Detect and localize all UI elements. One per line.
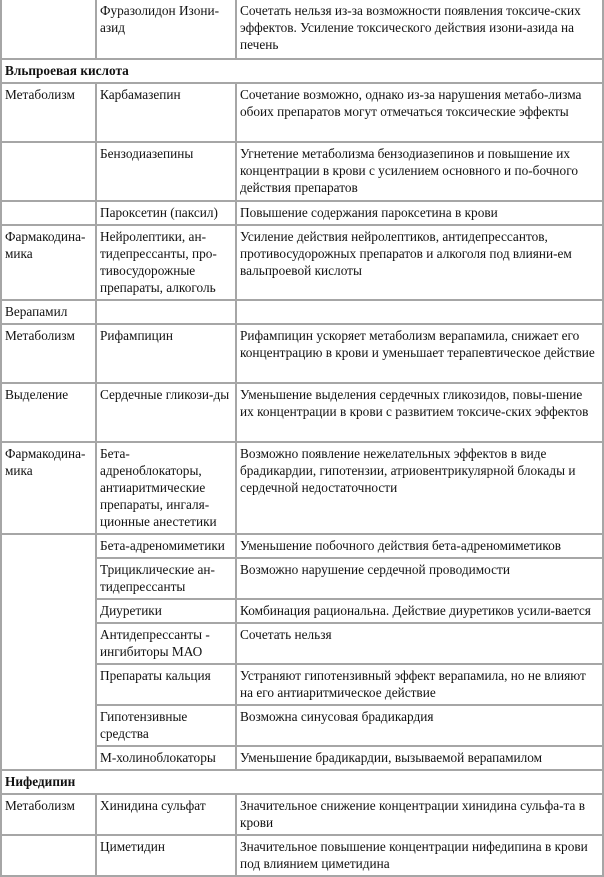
category-cell: Верапамил (1, 300, 96, 324)
drug-cell: Трициклические ан-тидепрессанты (96, 558, 236, 599)
category-cell: Фармакодина-мика (1, 225, 96, 300)
effect-cell: Повышение содержания пароксетина в крови (236, 201, 603, 225)
effect-cell: Сочетать нельзя из-за возможности появления токсиче-ских эффектов. Усиление токсического действия изони-азида на печень (236, 0, 603, 59)
table-row (1, 534, 603, 558)
table-row (1, 300, 603, 324)
drug-cell: Рифампицин (96, 324, 236, 383)
table-row (1, 83, 603, 142)
drug-cell: М-холиноблокаторы (96, 746, 236, 770)
drug-cell: Гипотензивные средства (96, 705, 236, 746)
drug-cell: Бета-адреномиметики (96, 534, 236, 558)
table-row (1, 835, 603, 876)
drug-cell: Нейролептики, ан-тидепрессанты, про-тивосудорожные препараты, алкоголь (96, 225, 236, 300)
section-title: Вльпроевая кислота (1, 59, 603, 83)
table-row (1, 225, 603, 300)
effect-cell: Значительное снижение концентрации хинидина сульфа-та в крови (236, 794, 603, 835)
effect-cell: Возможно нарушение сердечной проводимости (236, 558, 603, 599)
drug-cell: Хинидина сульфат (96, 794, 236, 835)
effect-cell: Значительное повышение концентрации нифедипина в крови под влиянием циметидина (236, 835, 603, 876)
drug-cell: Препараты кальция (96, 664, 236, 705)
section-row (1, 770, 603, 794)
section-row (1, 59, 603, 83)
effect-cell: Уменьшение побочного действия бета-адреномиметиков (236, 534, 603, 558)
effect-cell: Сочетание возможно, однако из-за нарушения метабо-лизма обоих препаратов могут отмечаться токсические эффекты (236, 83, 603, 142)
table-row (1, 794, 603, 835)
category-cell: Метаболизм (1, 324, 96, 383)
drug-cell: Антидепрессанты - ингибиторы МАО (96, 623, 236, 664)
drug-cell: Циметидин (96, 835, 236, 876)
drug-cell: Фуразолидон Изони-азид (96, 0, 236, 59)
drug-cell (96, 300, 236, 324)
drug-cell: Бензодиазепины (96, 142, 236, 201)
effect-cell: Возможна синусовая брадикардия (236, 705, 603, 746)
category-cell: Метаболизм (1, 83, 96, 142)
drug-cell: Сердечные гликози-ды (96, 383, 236, 442)
table-row (1, 383, 603, 442)
effect-cell: Возможно появление нежелательных эффектов в виде брадикардии, гипотензии, атриовентрикулярной блокады и сердечной недостаточности (236, 442, 603, 534)
category-cell: Метаболизм (1, 794, 96, 835)
category-cell (1, 0, 96, 59)
effect-cell: Рифампицин ускоряет метаболизм верапамила, снижает его концентрацию в крови и уменьшает терапевтическое действие (236, 324, 603, 383)
table-row (1, 324, 603, 383)
drug-cell: Карбамазепин (96, 83, 236, 142)
table-row (1, 142, 603, 201)
category-cell (1, 534, 96, 770)
effect-cell: Уменьшение выделения сердечных гликозидов, повы-шение их концентрации в крови с развитием токсиче-ских эффектов (236, 383, 603, 442)
effect-cell: Угнетение метаболизма бензодиазепинов и повышение их концентрации в крови с усилением основного и по-бочного действия препаратов (236, 142, 603, 201)
section-title: Нифедипин (1, 770, 603, 794)
category-cell: Выделение (1, 383, 96, 442)
table-body (1, 0, 603, 876)
drug-cell: Диуретики (96, 599, 236, 623)
effect-cell: Сочетать нельзя (236, 623, 603, 664)
effect-cell: Устраняют гипотензивный эффект верапамила, но не влияют на его антиаритмическое действие (236, 664, 603, 705)
table-row (1, 442, 603, 534)
effect-cell: Усиление действия нейролептиков, антидепрессантов, противосудорожных препаратов и алкоголя под влияни-ем вальпроевой кислоты (236, 225, 603, 300)
drug-cell: Бета-адреноблокаторы, антиаритмические препараты, ингаля-ционные анестетики (96, 442, 236, 534)
category-cell (1, 201, 96, 225)
drug-cell: Пароксетин (паксил) (96, 201, 236, 225)
category-cell (1, 835, 96, 876)
category-cell: Фармакодина-мика (1, 442, 96, 534)
effect-cell: Комбинация рациональна. Действие диуретиков усили-вается (236, 599, 603, 623)
table-row (1, 0, 603, 59)
effect-cell: Уменьшение брадикардии, вызываемой верапамилом (236, 746, 603, 770)
effect-cell (236, 300, 603, 324)
category-cell (1, 142, 96, 201)
table-row (1, 201, 603, 225)
